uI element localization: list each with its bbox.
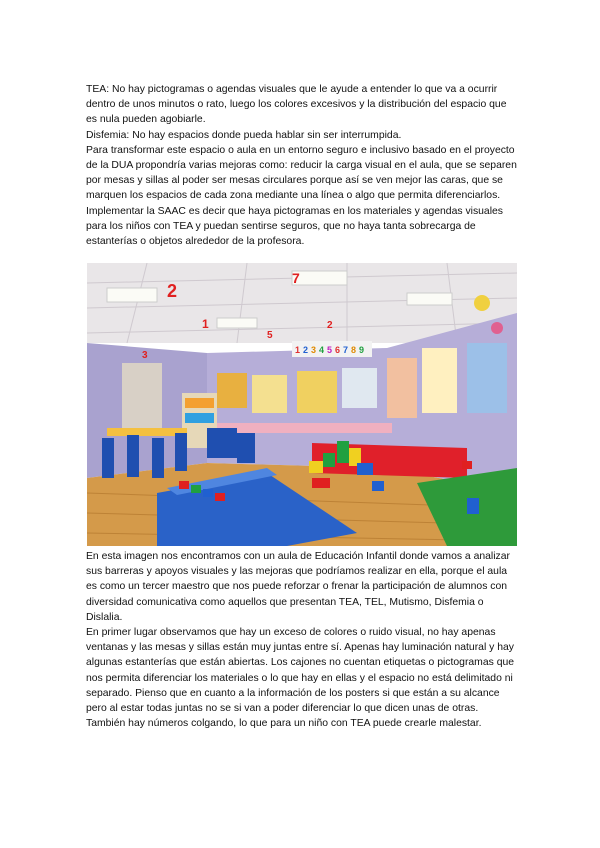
text-block-top xyxy=(86,82,518,249)
svg-text:4: 4 xyxy=(319,345,325,355)
svg-text:2: 2 xyxy=(327,320,333,331)
paragraph-intro: En esta imagen nos encontramos con un aula de Educación Infantil donde vamos a analizar sus barreras y apoyos visuales y las mejoras que podríamos realizar en ella, porque el aula es como un tercer maestro que nos puede reforzar o frenar la participación de alumnos con diversidad comunicativa como aquellos que presentan TEA, TEL, Mutismo, Disfemia o Dislalia. xyxy=(86,551,510,623)
svg-text:9: 9 xyxy=(359,345,365,355)
svg-text:6: 6 xyxy=(335,345,341,355)
svg-text:7: 7 xyxy=(343,345,349,355)
svg-text:7: 7 xyxy=(292,270,300,286)
paragraph-analysis: En primer lugar observamos que hay un exceso de colores o ruido visual, no hay apenas ventanas y las mesas y sillas están muy juntas entre sí. Apenas hay luminación natural y hay algunas estanterías que están abiertas. Los cajones no cuentan etiquetas o pictogramas que nos permita diferenciar los materiales o lo que hay en ellas y el espacio no está delimitado ni separado. Pienso que en cuanto a la información de los posters si que están a su alcance pero al estar todas juntas no se si van a poder diferenciar lo que dicen unas de otras. También hay números colgando, lo que para un niño con TEA puede crearle malestar. xyxy=(86,627,515,730)
svg-text:5: 5 xyxy=(267,330,273,341)
svg-text:5: 5 xyxy=(327,345,333,355)
svg-text:8: 8 xyxy=(351,345,357,355)
svg-text:3: 3 xyxy=(142,350,148,361)
svg-text:2: 2 xyxy=(303,345,309,355)
paragraph-disfemia: Disfemia: No hay espacios donde pueda hablar sin ser interrumpida. xyxy=(86,129,402,141)
svg-text:2: 2 xyxy=(167,281,178,301)
svg-text:3: 3 xyxy=(311,345,317,355)
paragraph-proposal: Para transformar este espacio o aula en un entorno seguro e inclusivo basado en el proyecto de la DUA propondría varias mejoras como: reducir la carga visual en el aula, que se separen por mesas y sillas al poder ser mesas circulares porque así se ven mejor las caras, que se marquen los espacios de cada zona mediante una línea o algo que permita diferenciarlos. Implementar la SAAC es decir que haya pictogramas en los materiales y agendas visuales para los niños con TEA y puedan sentirse seguros, que no haya tanta sobrecarga de estanterías o objetos alrededor de la profesora. xyxy=(86,144,517,248)
paragraph-tea: TEA: No hay pictogramas o agendas visuales que le ayude a entender lo que va a ocurrir dentro de unos minutos o rato, luego los colores excesivos y la distribución del espacio que es nula pueden agobiarle. xyxy=(86,84,507,126)
svg-text:1: 1 xyxy=(202,317,209,331)
svg-text:1: 1 xyxy=(295,345,301,355)
classroom-photo xyxy=(87,263,517,546)
text-block-bottom xyxy=(86,549,518,731)
